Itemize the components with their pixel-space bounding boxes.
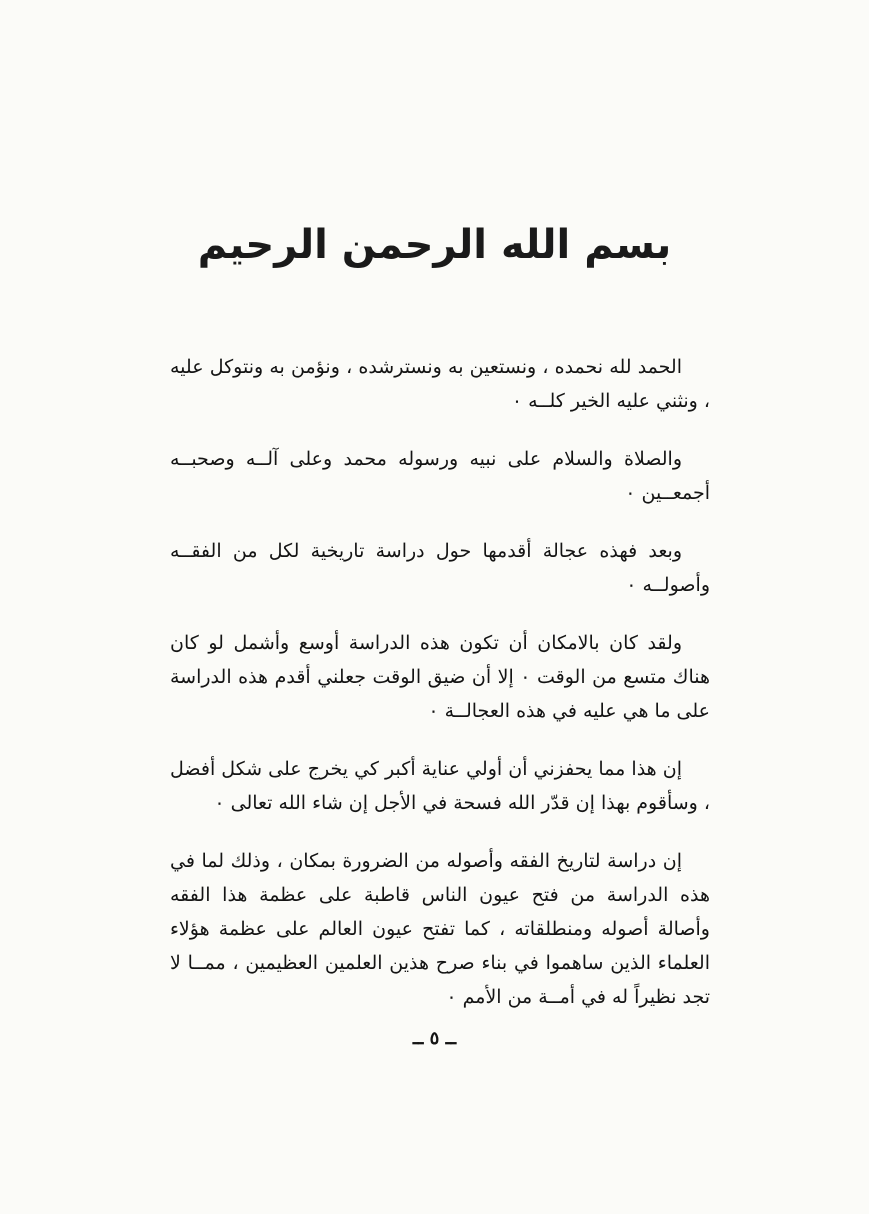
paragraph-5: إن هذا مما يحفزني أن أولي عناية أكبر كي يخرج على شكل أفضل ، وسأقوم بهذا إن قدّر الله فسحة في الأجل إن شاء الله تعالى ٠ (170, 758, 710, 814)
basmala-calligraphy: بسم الله الرحمن الرحيم (197, 222, 672, 268)
paragraph-4: ولقد كان بالامكان أن تكون هذه الدراسة أوسع وأشمل لو كان هناك متسع من الوقت ٠ إلا أن ضيق الوقت جعلني أقدم هذه الدراسة على ما هي عليه في هذه العجالــة ٠ (170, 632, 710, 722)
body-text (170, 350, 710, 1038)
paragraph-3: وبعد فهذه عجالة أقدمها حول دراسة تاريخية لكل من الفقــه وأصولــه ٠ (170, 540, 710, 596)
paragraph-6: إن دراسة لتاريخ الفقه وأصوله من الضرورة بمكان ، وذلك لما في هذه الدراسة من فتح عيون الناس قاطبة على عظمة هذا الفقه وأصالة أصوله ومنطلقاته ، كما تفتح عيون العالم على عظمة هؤلاء العلماء الذين ساهموا في بناء صرح هذين العلمين العظيمين ، ممــا لا تجد نظيراً له في أمــة من الأمم ٠ (170, 850, 710, 1008)
paragraph-1: الحمد لله نحمده ، ونستعين به ونسترشده ، ونؤمن به ونتوكل عليه ، ونثني عليه الخير كلــه ٠ (170, 356, 710, 412)
page-number: ــ ٥ ــ (412, 1028, 457, 1049)
basmala-header (0, 222, 869, 268)
paragraph-2: والصلاة والسلام على نبيه ورسوله محمد وعلى آلــه وصحبــه أجمعــين ٠ (170, 448, 710, 504)
